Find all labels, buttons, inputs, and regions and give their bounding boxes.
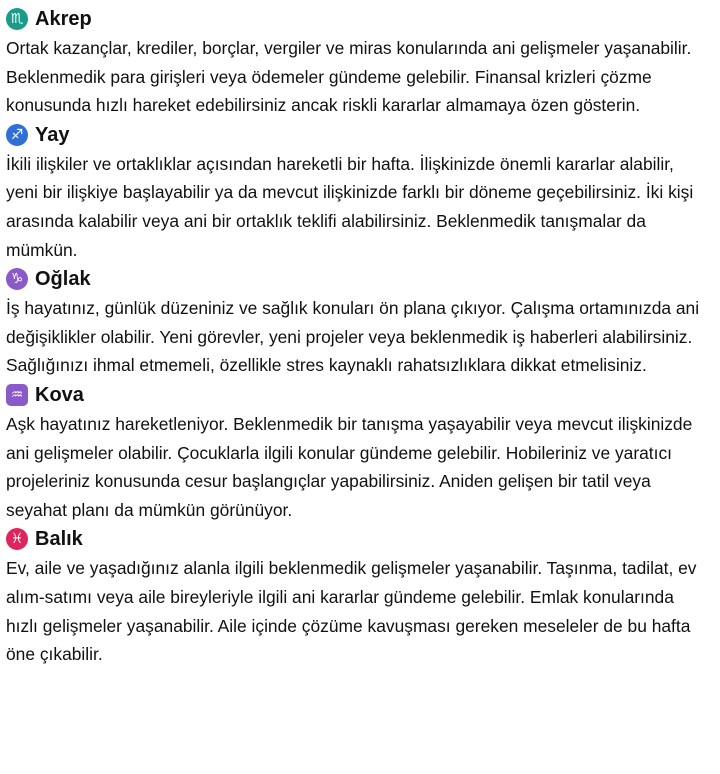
sign-description: Ortak kazançlar, krediler, borçlar, vergiler ve miras konularında ani gelişmeler yaşanabilir. Beklenmedik para girişleri veya ödemeler gündeme gelebilir. Finansal krizleri çözme konusunda hızlı hareket edebilirsiniz ancak riskli kararlar almamaya özen gösterin. [6, 38, 692, 116]
sign-title: Oğlak [35, 268, 91, 291]
sign-title: Akrep [35, 8, 92, 30]
sign-section-sagittarius [6, 120, 710, 264]
sign-header [6, 264, 710, 294]
sign-header [6, 524, 710, 554]
sign-description: İş hayatınız, günlük düzeniniz ve sağlık konuları ön plana çıkıyor. Çalışma ortamınızda ani değişiklikler olabilir. Yeni görevler, yeni projeler veya beklenmedik iş haberleri alabilirsiniz. Sağlığınızı ihmal etmemeli, özellikle stres kaynaklı rahatsızlıklara dikkat etmelisiniz. [6, 298, 700, 376]
sign-section-pisces [6, 524, 710, 668]
sign-header [6, 4, 710, 34]
sign-title: Yay [35, 123, 70, 146]
sign-description: Aşk hayatınız hareketleniyor. Beklenmedik bir tanışma yaşayabilir veya mevcut ilişkinizde ani gelişmeler olabilir. Çocuklarla ilgili konular gündeme gelebilir. Hobileriniz ve yaratıcı projeleriniz konusunda cesur başlangıçlar yapabilirsiniz. Aniden gelişen bir tatil veya seyahat planı da mümkün görünüyor. [6, 413, 693, 520]
sign-title: Balık [35, 528, 83, 551]
sign-header [6, 380, 710, 410]
sign-section-scorpio [6, 4, 710, 120]
scorpio-icon: ♏ [6, 8, 28, 30]
sign-section-capricorn [6, 264, 710, 380]
sagittarius-icon: ♐ [6, 124, 28, 146]
pisces-icon: ♓ [6, 528, 28, 550]
sign-description: Ev, aile ve yaşadığınız alanla ilgili beklenmedik gelişmeler yaşanabilir. Taşınma, tadilat, ev alım-satımı veya aile bireyleriyle ilgili ani kararlar gündeme gelebilir. Emlak konularında hızlı gelişmeler yaşanabilir. Aile içinde çözüme kavuşması gereken meseleler de bu hafta öne çıkabilir. [6, 558, 697, 665]
sign-description: İkili ilişkiler ve ortaklıklar açısından hareketli bir hafta. İlişkinizde önemli kararlar alabilir, yeni bir ilişkiye başlayabilir ya da mevcut ilişkinizde farklı bir döneme geçebilirsiniz. İki kişi arasında kalabilir veya ani bir ortaklık teklifi alabilirsiniz. Beklenmedik tanışmalar da mümkün. [6, 153, 694, 260]
sign-header [6, 120, 710, 150]
sign-title: Kova [35, 383, 84, 406]
aquarius-icon: ♒ [6, 384, 28, 406]
sign-section-aquarius [6, 380, 710, 524]
capricorn-icon: ♑ [6, 268, 28, 290]
